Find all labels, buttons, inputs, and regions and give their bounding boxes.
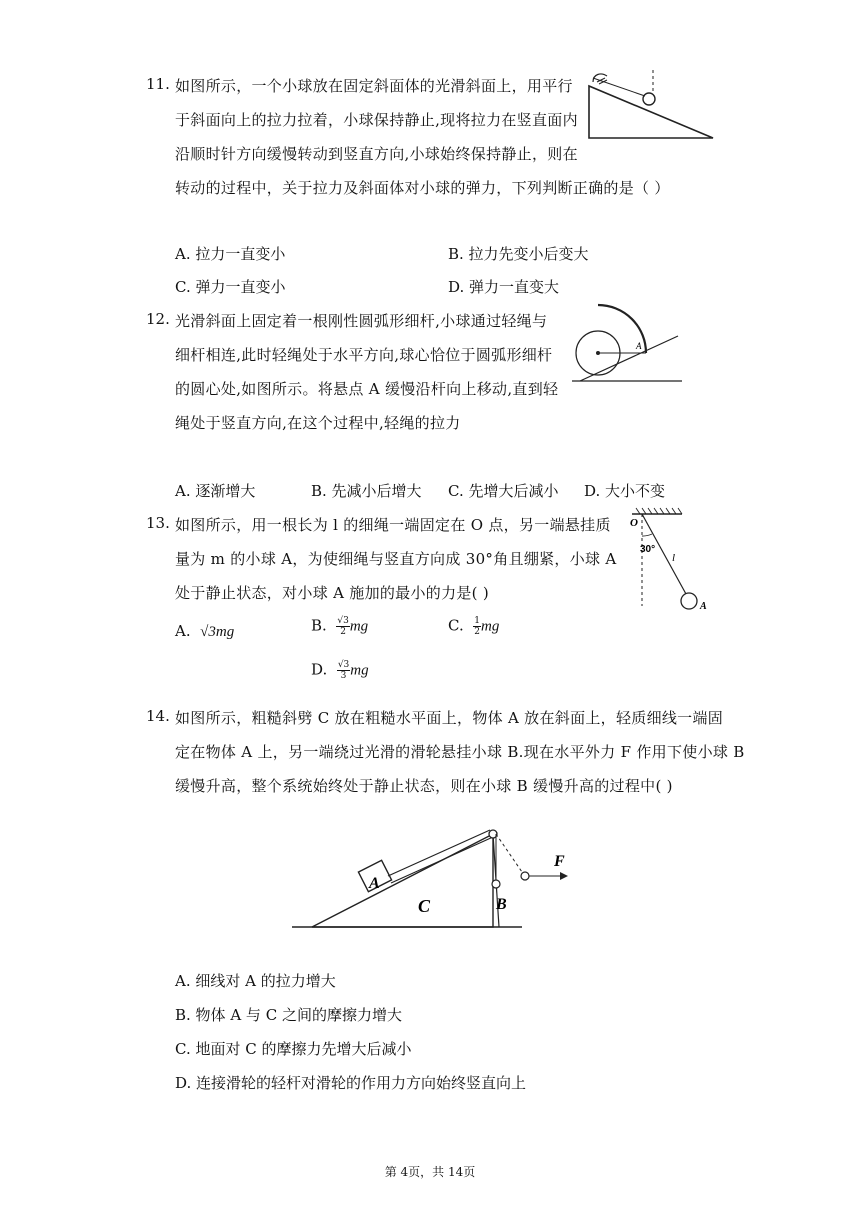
q11-option-d: D. 弹力一直变大	[448, 278, 560, 296]
q13-fig-l: l	[672, 552, 676, 564]
q13-number: 13.	[146, 514, 170, 532]
q13-line-2: 量为 m 的小球 A，为使细绳与竖直方向成 30°角且绷紧，小球 A	[175, 550, 617, 568]
q11-line-1: 如图所示，一个小球放在固定斜面体的光滑斜面上，用平行	[175, 77, 573, 95]
q14-number: 14.	[146, 707, 170, 725]
q11-option-a: A. 拉力一直变小	[175, 245, 286, 263]
q13-option-a: A. √3mg	[175, 622, 235, 640]
q14-fig-b: B	[496, 896, 507, 913]
q12-fig-label-a: A	[636, 341, 642, 351]
q14-line-2: 定在物体 A 上，另一端绕过光滑的滑轮悬挂小球 B.现在水平外力 F 作用下使小球 B	[175, 743, 745, 761]
q13-option-c: C. $\frac{1}{2}$ mg	[448, 616, 500, 637]
q11-option-b: B. 拉力先变小后变大	[448, 245, 589, 263]
q13-fig-o: O	[630, 517, 638, 529]
q11-figure	[585, 66, 717, 142]
q13-fig-angle: 30°	[640, 544, 656, 555]
q12-option-b: B. 先减小后增大	[311, 482, 422, 500]
q14-option-d: D. 连接滑轮的轻杆对滑轮的作用力方向始终竖直向上	[175, 1074, 527, 1092]
q11-number: 11.	[146, 75, 170, 93]
q12-line-1: 光滑斜面上固定着一根刚性圆弧形细杆,小球通过轻绳与	[175, 312, 548, 330]
q13-option-a-expr: √3mg	[200, 624, 235, 640]
q14-line-3: 缓慢升高，整个系统始终处于静止状态，则在小球 B 缓慢升高的过程中( )	[175, 777, 673, 795]
q13-line-3: 处于静止状态，对小球 A 施加的最小的力是( )	[175, 584, 490, 602]
q14-option-b: B. 物体 A 与 C 之间的摩擦力增大	[175, 1006, 402, 1024]
q14-fig-f: F	[554, 853, 565, 870]
q12-number: 12.	[146, 310, 170, 328]
q11-line-2: 于斜面向上的拉力拉着，小球保持静止,现将拉力在竖直面内	[175, 111, 578, 129]
q12-line-3: 的圆心处,如图所示。将悬点 A 缓慢沿杆向上移动,直到轻	[175, 380, 559, 398]
q14-figure	[290, 820, 565, 932]
q14-option-c: C. 地面对 C 的摩擦力先增大后减小	[175, 1040, 412, 1058]
q12-option-a: A. 逐渐增大	[175, 482, 256, 500]
q12-line-2: 细杆相连,此时轻绳处于水平方向,球心恰位于圆弧形细杆	[175, 346, 553, 364]
q13-line-1: 如图所示，用一根长为 l 的细绳一端固定在 O 点，另一端悬挂质	[175, 516, 611, 534]
q12-option-d: D. 大小不变	[584, 482, 666, 500]
q13-option-d: D. $\frac{√3}{3}$ mg	[311, 660, 369, 681]
q11-line-4: 转动的过程中，关于拉力及斜面体对小球的弹力，下列判断正确的是（ ）	[175, 179, 670, 197]
q12-figure	[570, 302, 686, 386]
q14-fig-c: C	[418, 896, 431, 916]
q14-fig-a: A	[369, 875, 380, 892]
q11-option-c: C. 弹力一直变小	[175, 278, 286, 296]
q13-fig-a: A	[700, 601, 707, 612]
q14-option-a: A. 细线对 A 的拉力增大	[175, 972, 336, 990]
q11-line-3: 沿顺时针方向缓慢转动到竖直方向,小球始终保持静止，则在	[175, 145, 578, 163]
q12-option-c: C. 先增大后减小	[448, 482, 559, 500]
q13-option-c-fraction: $\frac{1}{2}$	[474, 616, 480, 637]
page-footer: 第 4页，共 14页	[384, 1165, 476, 1179]
q13-option-d-fraction: $\frac{√3}{3}$	[337, 660, 350, 681]
q13-figure	[622, 506, 714, 616]
q13-option-b-fraction: $\frac{√3}{2}$	[337, 616, 349, 637]
q13-option-b: B. $\frac{√3}{2}$ mg	[311, 616, 369, 637]
q12-line-4: 绳处于竖直方向,在这个过程中,轻绳的拉力	[175, 414, 461, 432]
q14-line-1: 如图所示，粗糙斜劈 C 放在粗糙水平面上，物体 A 放在斜面上，轻质细线一端固	[175, 709, 724, 727]
